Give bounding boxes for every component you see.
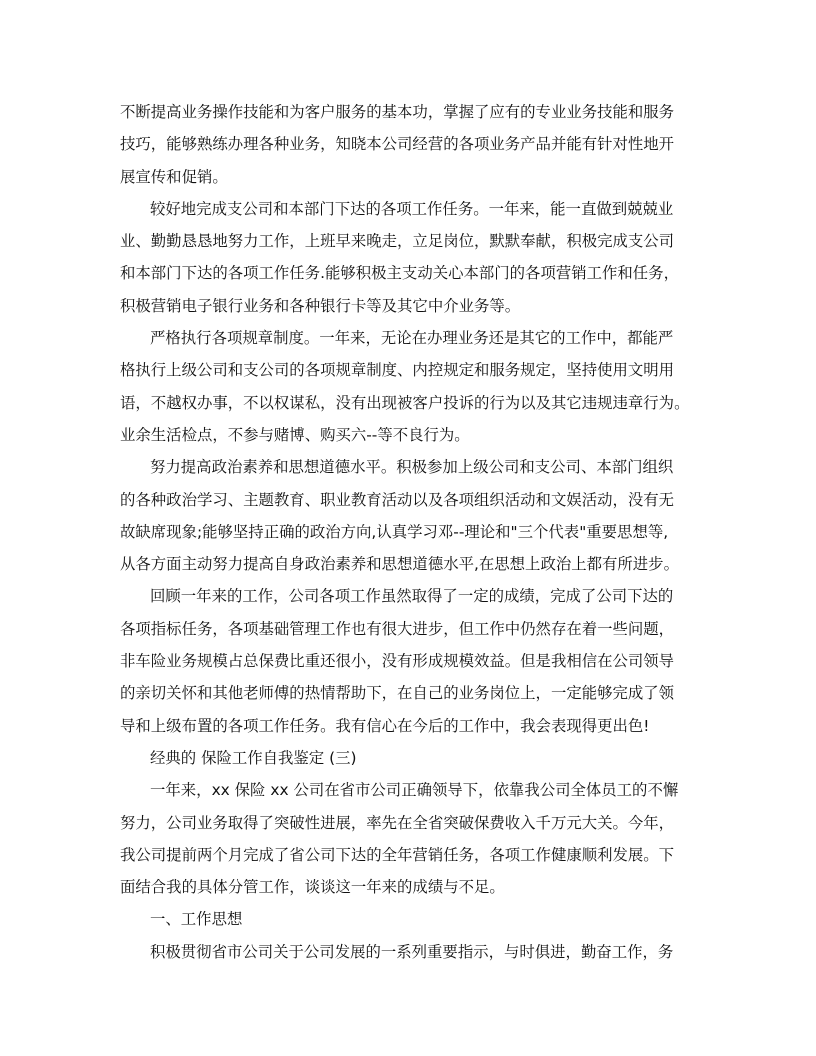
text-line: 积极贯彻省市公司关于公司发展的一系列重要指示，与时俱进，勤奋工作，务 [150, 942, 674, 961]
text-line: 努力，公司业务取得了突破性进展，率先在全省突破保费收入千万元大关。今年， [120, 813, 675, 832]
text-line: 一年来，xx 保险 xx 公司在省市公司正确领导下，依靠我公司全体员工的不懈 [150, 781, 679, 800]
text-line: 努力提高政治素养和思想道德水平。积极参加上级公司和支公司、本部门组织 [150, 458, 674, 477]
text-line: 较好地完成支公司和本部门下达的各项工作任务。一年来，能一直做到兢兢业 [150, 199, 674, 218]
text-line: 面结合我的具体分管工作，谈谈这一年来的成绩与不足。 [120, 878, 505, 897]
text-line: 技巧，能够熟练办理各种业务，知晓本公司经营的各项业务产品并能有针对性地开 [120, 135, 675, 154]
text-line: 展宣传和促销。 [120, 167, 228, 186]
text-line: 业、勤勤恳恳地努力工作，上班早来晚走，立足岗位，默默奉献，积极完成支公司 [120, 232, 675, 251]
text-line: 导和上级布置的各项工作任务。我有信心在今后的工作中，我会表现得更出色! [120, 716, 650, 735]
text-line: 经典的 保险工作自我鉴定 (三) [150, 748, 357, 767]
text-line: 回顾一年来的工作，公司各项工作虽然取得了一定的成绩，完成了公司下达的 [150, 587, 674, 606]
text-line: 严格执行各项规章制度。一年来，无论在办理业务还是其它的工作中，都能严 [150, 329, 674, 348]
document-body [120, 96, 700, 968]
text-line: 和本部门下达的各项工作任务.能够积极主支动关心本部门的各项营销工作和任务， [120, 264, 679, 283]
text-line: 格执行上级公司和支公司的各项规章制度、内控规定和服务规定，坚持使用文明用 [120, 361, 675, 380]
text-line: 从各方面主动努力提高自身政治素养和思想道德水平,在思想上政治上都有所进步。 [120, 555, 679, 574]
text-line: 语，不越权办事，不以权谋私，没有出现被客户投诉的行为以及其它违规违章行为。 [120, 393, 690, 412]
text-line: 故缺席现象;能够坚持正确的政治方向,认真学习邓--理论和"三个代表"重要思想等, [120, 522, 669, 541]
text-line: 积极营销电子银行业务和各种银行卡等及其它中介业务等。 [120, 296, 521, 315]
text-line: 一、工作思想 [150, 910, 243, 929]
text-line: 业余生活检点，不参与赌博、购买六--等不良行为。 [120, 425, 470, 444]
text-line: 的亲切关怀和其他老师傅的热情帮助下，在自己的业务岗位上，一定能够完成了领 [120, 684, 675, 703]
text-line: 各项指标任务，各项基础管理工作也有很大进步，但工作中仍然存在着一些问题， [120, 619, 675, 638]
text-line: 我公司提前两个月完成了省公司下达的全年营销任务，各项工作健康顺利发展。下 [120, 845, 675, 864]
text-line: 的各种政治学习、主题教育、职业教育活动以及各项组织活动和文娱活动，没有无 [120, 490, 675, 509]
text-line: 非车险业务规模占总保费比重还很小，没有形成规模效益。但是我相信在公司领导 [120, 652, 675, 671]
text-line: 不断提高业务操作技能和为客户服务的基本功，掌握了应有的专业业务技能和服务 [120, 103, 675, 121]
